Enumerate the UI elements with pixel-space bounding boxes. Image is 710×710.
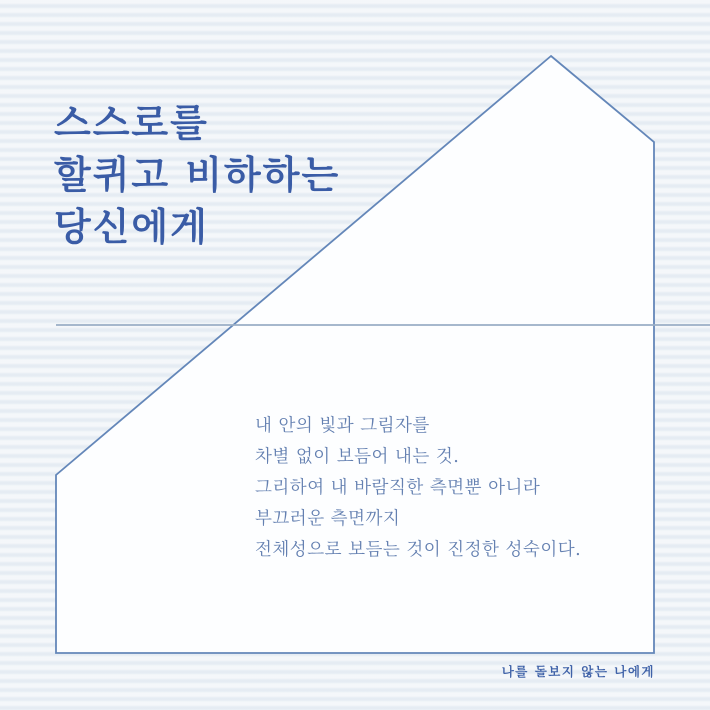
title-block — [54, 97, 340, 253]
quote-block — [255, 411, 581, 566]
quote-line: 부끄러운 측면까지 — [255, 509, 401, 529]
quote-line: 차별 없이 보듬어 내는 것. — [255, 447, 460, 467]
quote-line: 전체성으로 보듬는 것이 진정한 성숙이다. — [255, 540, 582, 560]
title-line: 당신에게 — [54, 204, 209, 249]
quote-line: 내 안의 빛과 그림자를 — [255, 416, 430, 436]
title-line: 할퀴고 비하하는 — [54, 152, 341, 197]
title-line: 스스로를 — [54, 100, 209, 145]
quote-line: 그리하여 내 바람직한 측면뿐 아니라 — [255, 478, 541, 498]
book-title-caption: 나를 돌보지 않는 나에게 — [501, 664, 655, 679]
